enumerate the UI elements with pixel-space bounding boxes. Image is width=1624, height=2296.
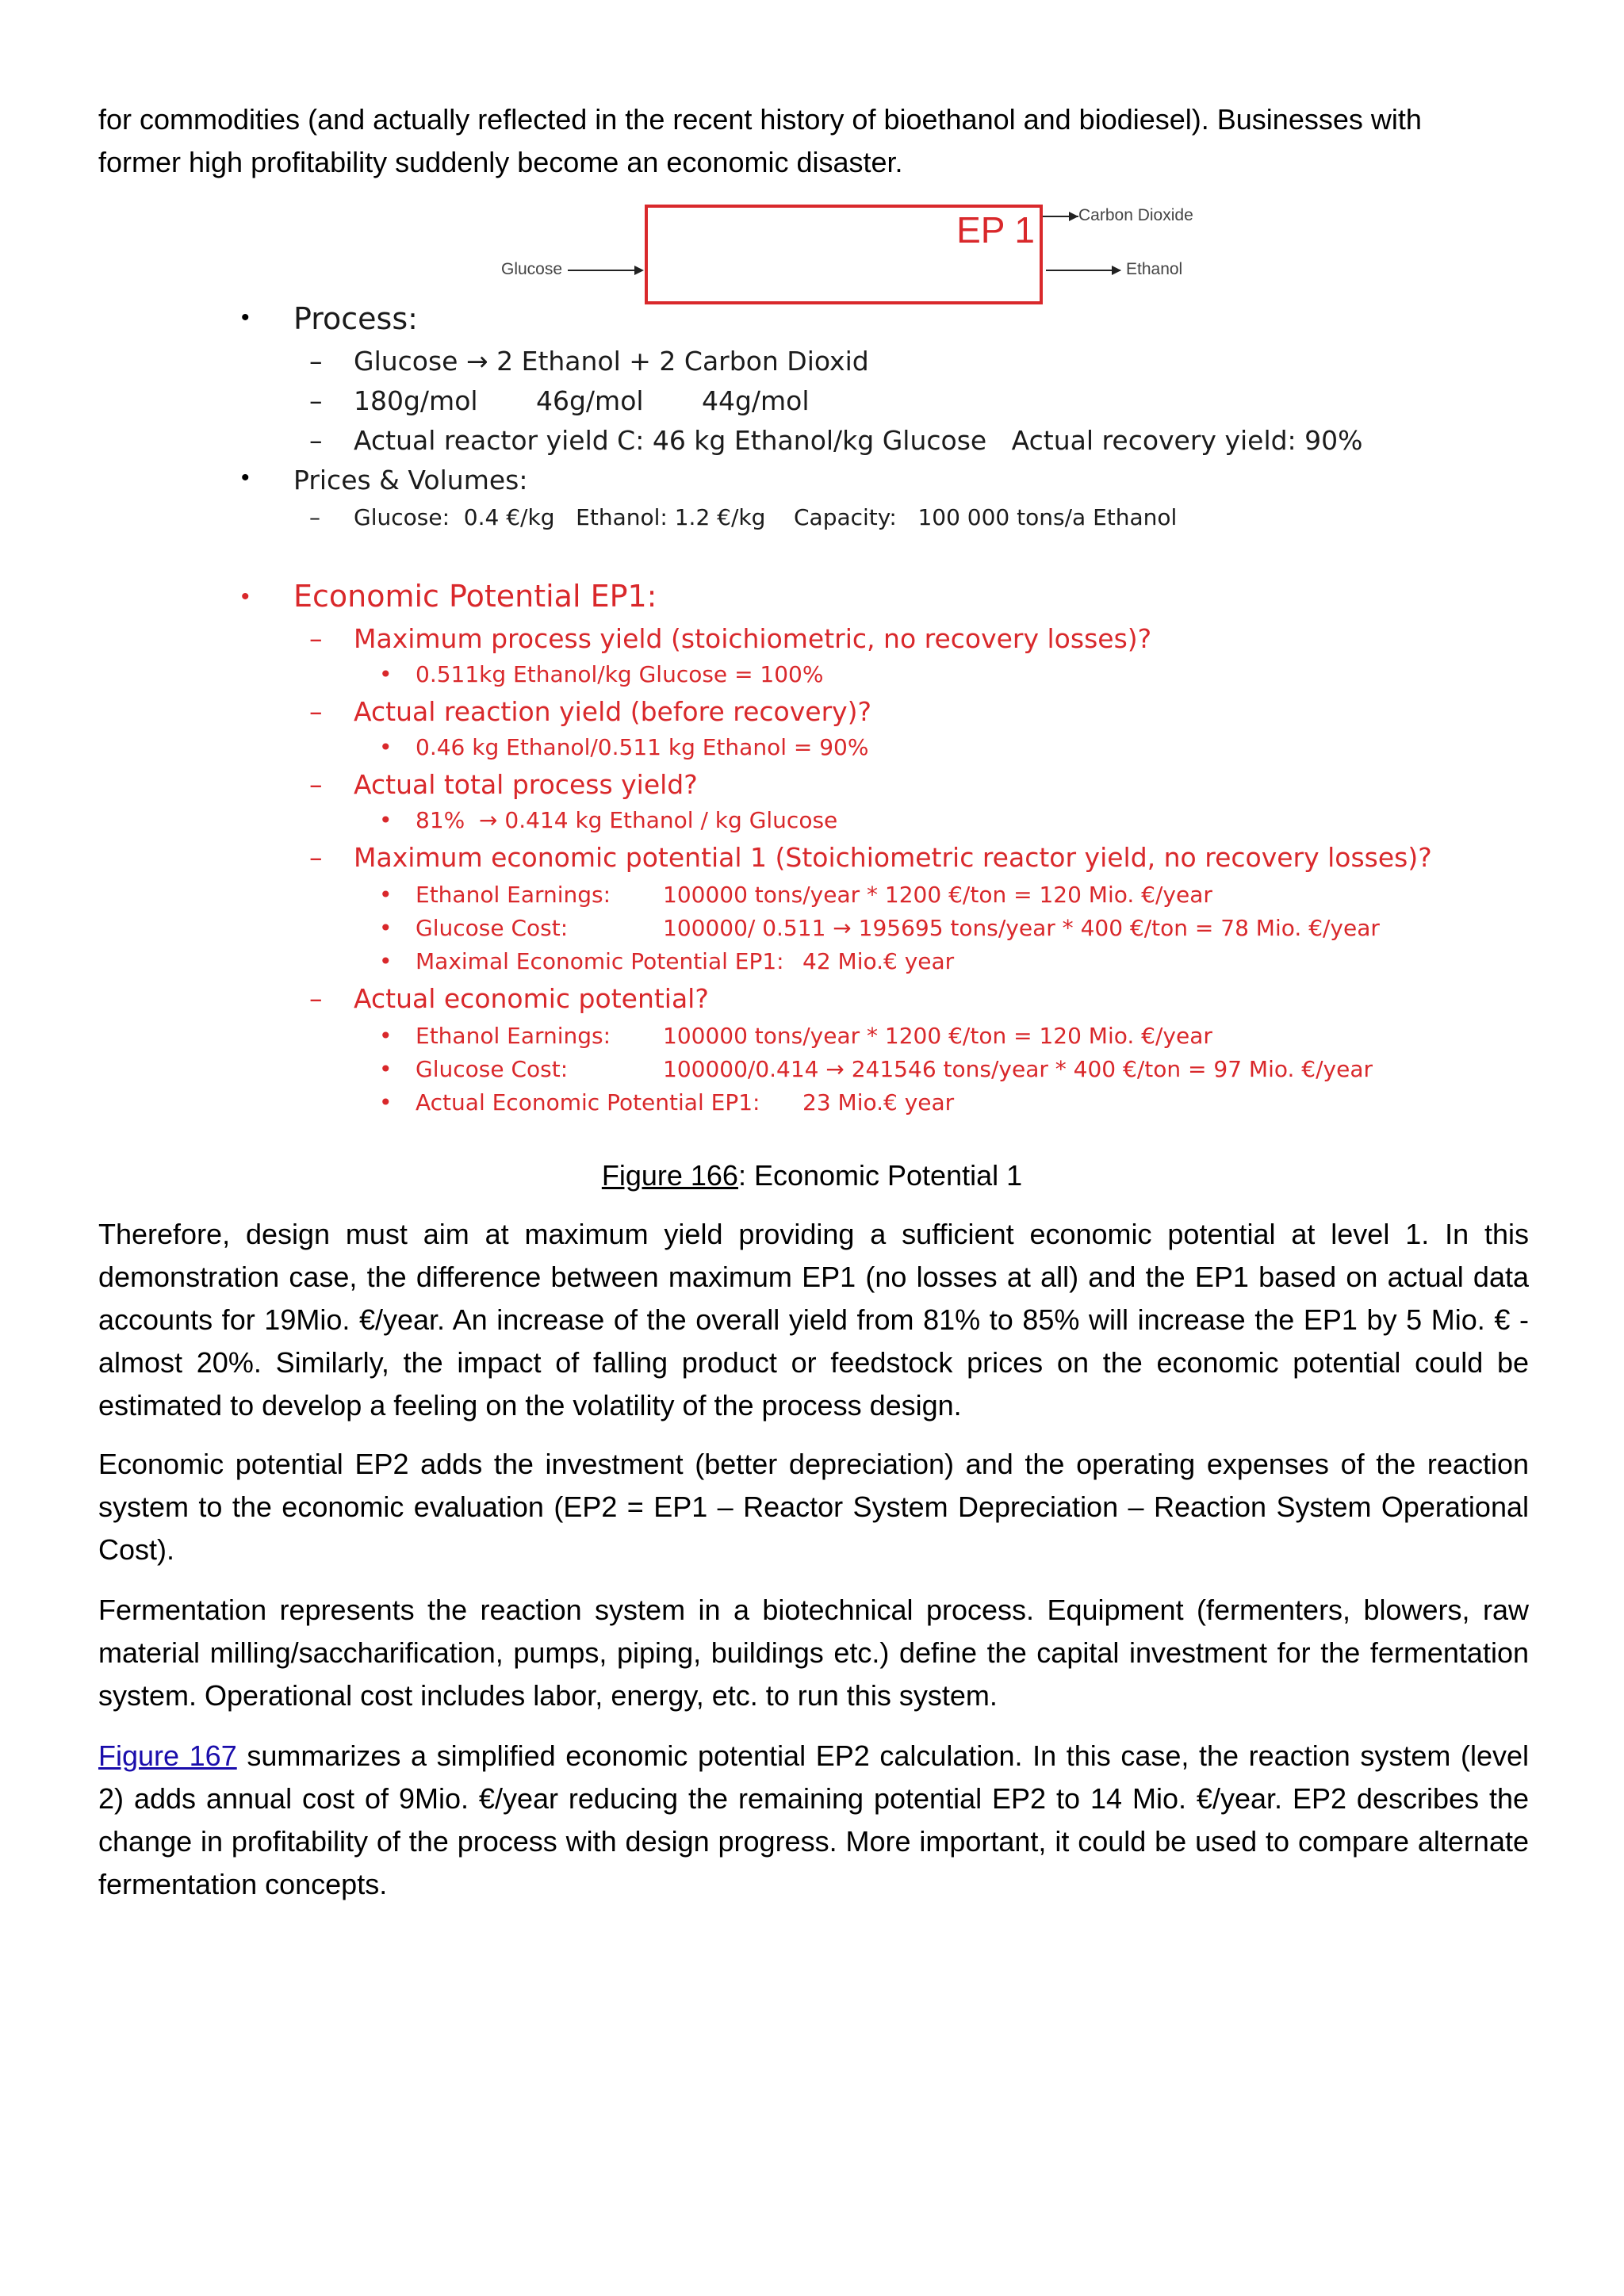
bullet-dot-icon: • [379, 915, 393, 941]
paragraph-4 [98, 1735, 1529, 1906]
question-actual-reaction-yield: Actual reaction yield (before recovery)? [354, 696, 872, 727]
dash-icon: – [309, 346, 323, 377]
bullet-dot-icon: • [379, 1056, 393, 1082]
bullet-dot-icon: • [241, 584, 250, 610]
process-heading: Process: [293, 301, 418, 336]
bullet-dot-icon: • [379, 807, 393, 833]
question-max-process-yield: Maximum process yield (stoichiometric, no recovery losses)? [354, 623, 1152, 654]
bullet-dot-icon: • [379, 1089, 393, 1115]
question-actual-economic-potential: Actual economic potential? [354, 983, 709, 1014]
process-item-3: Actual reactor yield C: 46 kg Ethanol/kg Glucose Actual recovery yield: 90% [354, 425, 1363, 456]
actual-ep-row-label: Glucose Cost: [416, 1056, 569, 1082]
actual-ep-row-label: Actual Economic Potential EP1: [416, 1089, 760, 1115]
answer-max-process-yield: 0.511kg Ethanol/kg Glucose = 100% [416, 661, 824, 687]
bullet-dot-icon: • [379, 948, 393, 974]
co2-arrow-head-icon [1069, 212, 1078, 221]
dash-icon: – [309, 623, 323, 654]
figure-167-link[interactable]: Figure 167 [98, 1739, 237, 1772]
process-item-1: Glucose → 2 Ethanol + 2 Carbon Dioxid [354, 346, 869, 377]
figure-caption-ref: Figure 166 [601, 1159, 738, 1192]
bullet-dot-icon: • [379, 734, 393, 760]
dash-icon: – [309, 983, 323, 1014]
dash-icon: – [309, 769, 323, 800]
max-ep-row-label: Ethanol Earnings: [416, 882, 611, 908]
ethanol-output-label: Ethanol [1126, 260, 1183, 278]
ep1-box-label: EP 1 [956, 209, 1035, 251]
intro-line-1: for commodities (and actually reflected in the recent history of bioethanol and biodiesel). Businesses with [98, 103, 1422, 136]
ep1-process-box [645, 205, 1043, 304]
paragraph-2: Economic potential EP2 adds the investment (better depreciation) and the operating expenses of the reaction system to the economic evaluation (EP2 = EP1 – Reactor System Depreciation – Reaction System Operational Cost). [98, 1448, 1529, 1566]
answer-actual-reaction-yield: 0.46 kg Ethanol/0.511 kg Ethanol = 90% [416, 734, 869, 760]
actual-ep-row-label: Ethanol Earnings: [416, 1023, 611, 1049]
dash-icon: – [309, 385, 323, 416]
max-ep-row-label: Maximal Economic Potential EP1: [416, 948, 784, 974]
bullet-dot-icon: • [379, 661, 393, 687]
process-item-2: 180g/mol 46g/mol 44g/mol [354, 385, 810, 416]
question-max-economic-potential: Maximum economic potential 1 (Stoichiometric reactor yield, no recovery losses)? [354, 842, 1432, 873]
paragraph-3: Fermentation represents the reaction system in a biotechnical process. Equipment (fermenters, blowers, raw material milling/saccharification, pumps, piping, buildings etc.) define the capital investment for the fermentation system. Operational cost includes labor, energy, etc. to run this system. [98, 1594, 1529, 1712]
actual-ep-row-value: 100000 tons/year * 1200 €/ton = 120 Mio. €/year [663, 1023, 1212, 1049]
prices-item: Glucose: 0.4 €/kg Ethanol: 1.2 €/kg Capacity: 100 000 tons/a Ethanol [354, 504, 1178, 530]
actual-ep-row-value: 23 Mio.€ year [802, 1089, 955, 1115]
dash-icon: – [309, 842, 323, 873]
max-ep-row-value: 100000/ 0.511 → 195695 tons/year * 400 €/ton = 78 Mio. €/year [663, 915, 1380, 941]
question-total-process-yield: Actual total process yield? [354, 769, 698, 800]
ethanol-output-arrow [1046, 270, 1120, 271]
ep1-heading: Economic Potential EP1: [293, 579, 657, 614]
ethanol-arrow-head-icon [1112, 266, 1121, 275]
glucose-input-label: Glucose [501, 260, 563, 278]
max-ep-row-value: 100000 tons/year * 1200 €/ton = 120 Mio. €/year [663, 882, 1212, 908]
glucose-input-arrow [568, 270, 636, 271]
bullet-dot-icon: • [241, 304, 250, 331]
max-ep-row-value: 42 Mio.€ year [802, 948, 955, 974]
bullet-dot-icon: • [379, 882, 393, 908]
paragraph-1: Therefore, design must aim at maximum yield providing a sufficient economic potential at level 1. In this demonstration case, the difference between maximum EP1 (no losses at all) and the EP1 based on actual data accounts for 19Mio. €/year. An increase of the overall yield from 81% to 85% will increase the EP1 by 5 Mio. € - almost 20%. Similarly, the impact of falling product or feedstock prices on the economic potential could be estimated to develop a feeling on the volatility of the process design. [98, 1218, 1529, 1422]
prices-heading: Prices & Volumes: [293, 465, 528, 496]
max-ep-row-label: Glucose Cost: [416, 915, 569, 941]
dash-icon: – [309, 696, 323, 727]
dash-icon: – [309, 504, 320, 530]
figure-caption [0, 1154, 1624, 1197]
actual-ep-row-value: 100000/0.414 → 241546 tons/year * 400 €/ton = 97 Mio. €/year [663, 1056, 1373, 1082]
bullet-dot-icon: • [241, 465, 250, 491]
glucose-arrow-head-icon [634, 266, 644, 275]
dash-icon: – [309, 425, 323, 456]
bullet-dot-icon: • [379, 1023, 393, 1049]
paragraph-4-text: summarizes a simplified economic potential EP2 calculation. In this case, the reaction system (level 2) adds annual cost of 9Mio. €/year reducing the remaining potential EP2 to 14 Mio. €/year. EP2 describes the change in profitability of the process with design progress. More important, it could be used to compare alternate fermentation concepts. [98, 1739, 1530, 1900]
answer-total-process-yield: 81% → 0.414 kg Ethanol / kg Glucose [416, 807, 838, 833]
figure-caption-text: : Economic Potential 1 [737, 1159, 1023, 1192]
co2-output-label: Carbon Dioxide [1078, 206, 1193, 224]
intro-line-2: former high profitability suddenly become an economic disaster. [98, 146, 903, 178]
